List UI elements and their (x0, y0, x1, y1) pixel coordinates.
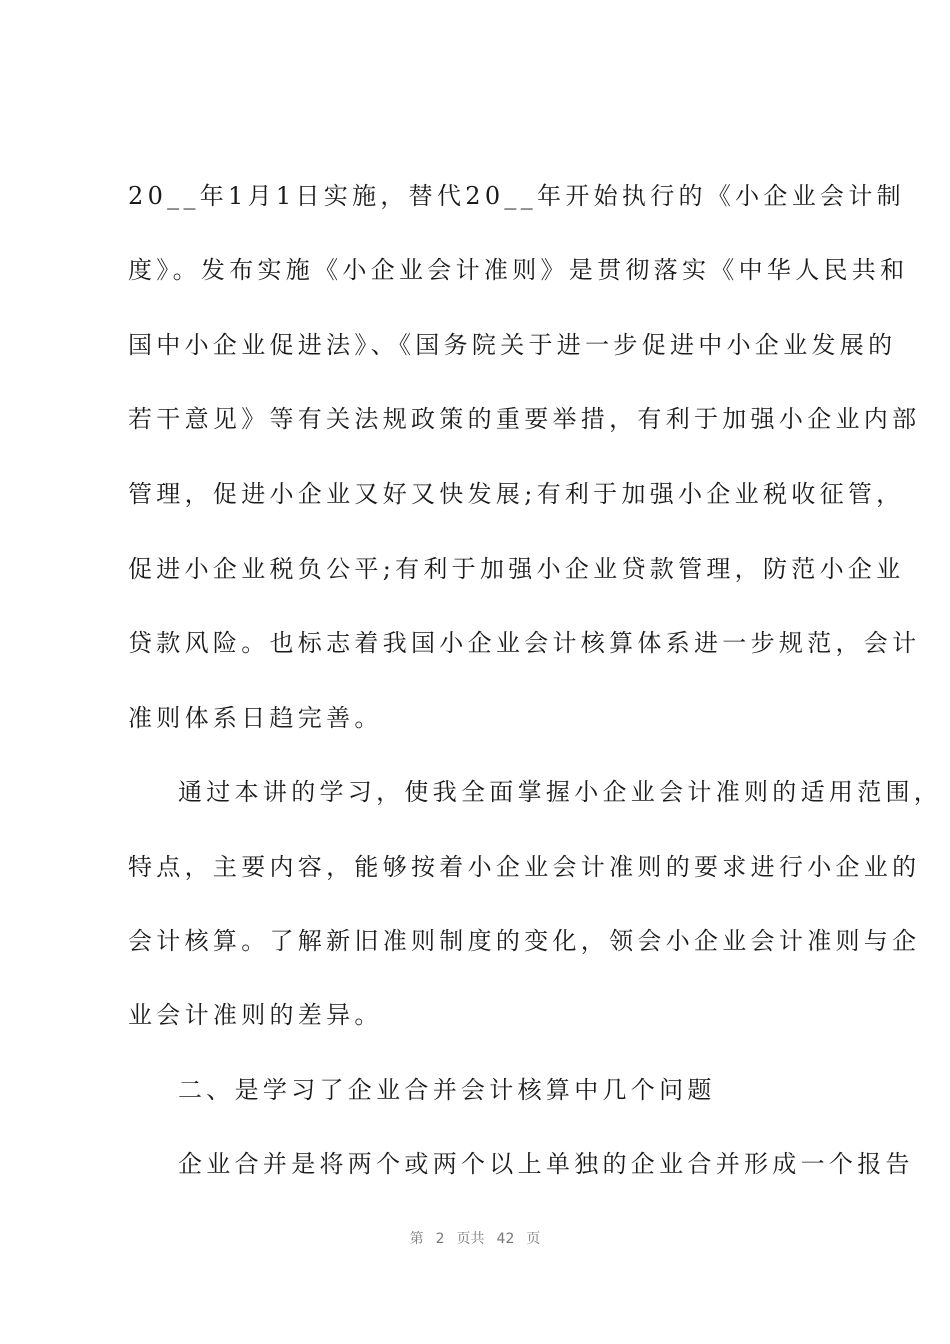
text-line: 20__年1月1日实施，替代20__年开始执行的《小企业会计制 (128, 182, 905, 210)
footer-middle: 页共 (456, 1231, 485, 1247)
text-line: 特点，主要内容，能够按着小企业会计准则的要求进行小企业的 (128, 853, 921, 881)
text-line: 若干意见》等有关法规政策的重要举措，有利于加强小企业内部 (128, 405, 921, 433)
text-line: 企业合并是将两个或两个以上单独的企业合并形成一个报告 (178, 1150, 914, 1178)
text-line: 度》。发布实施《小企业会计准则》是贯彻落实《中华人民共和 (128, 256, 909, 284)
text-line: 贷款风险。也标志着我国小企业会计核算体系进一步规范，会计 (128, 629, 921, 657)
text-line: 通过本讲的学习，使我全面掌握小企业会计准则的适用范围， (178, 778, 943, 806)
footer-suffix: 页 (526, 1231, 541, 1247)
text-line: 国中小企业促进法》、《国务院关于进一步促进中小企业发展的 (128, 331, 897, 359)
text-line: 会计核算。了解新旧准则制度的变化，领会小企业会计准则与企 (128, 927, 921, 955)
section-heading: 二、是学习了企业合并会计核算中几个问题 (178, 1076, 716, 1104)
text-line: 管理，促进小企业又好又快发展;有利于加强小企业税收征管， (128, 480, 905, 508)
footer-page-number: 2 (435, 1231, 445, 1247)
page-footer (0, 1228, 950, 1248)
text-line: 促进小企业税负公平;有利于加强小企业贷款管理，防范小企业 (128, 555, 905, 583)
text-line: 业会计准则的差异。 (128, 1001, 383, 1029)
text-line: 准则体系日趋完善。 (128, 704, 383, 732)
footer-total-pages: 42 (496, 1231, 515, 1247)
footer-prefix: 第 (409, 1231, 424, 1247)
